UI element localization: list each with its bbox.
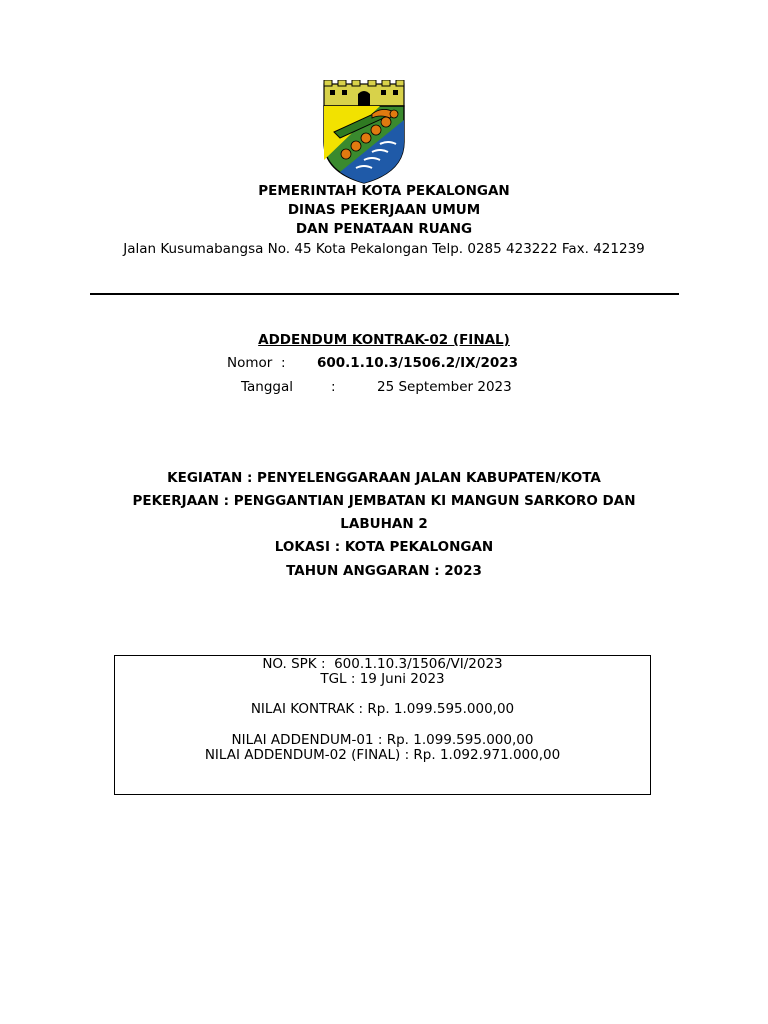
- pekerjaan-line-1: PEKERJAAN : PENGGANTIAN JEMBATAN KI MANGUN SARKORO DAN: [132, 493, 636, 509]
- tahun-anggaran-line: TAHUN ANGGARAN : 2023: [286, 563, 482, 579]
- header-address: Jalan Kusumabangsa No. 45 Kota Pekalongan Telp. 0285 423222 Fax. 421239: [123, 241, 645, 257]
- contract-summary-box: [114, 655, 651, 795]
- nilai-kontrak-line: NILAI KONTRAK : Rp. 1.099.595.000,00: [250, 701, 515, 717]
- tgl-line: TGL : 19 Juni 2023: [320, 671, 445, 687]
- pekerjaan-line-2: LABUHAN 2: [340, 516, 428, 532]
- nomor-label: Nomor: [227, 355, 273, 371]
- header-line-2: DINAS PEKERJAAN UMUM: [287, 202, 481, 218]
- nilai-addendum-01-line: NILAI ADDENDUM-01 : Rp. 1.099.595.000,00: [231, 732, 534, 748]
- tanggal-separator: :: [331, 379, 336, 395]
- lokasi-line: LOKASI : KOTA PEKALONGAN: [274, 539, 494, 555]
- kegiatan-line: KEGIATAN : PENYELENGGARAAN JALAN KABUPATEN/KOTA: [167, 470, 601, 486]
- tanggal-value: 25 September 2023: [377, 379, 512, 395]
- nomor-separator: :: [281, 355, 286, 371]
- nilai-addendum-02-line: NILAI ADDENDUM-02 (FINAL) : Rp. 1.092.971.000,00: [204, 747, 561, 763]
- header-line-3: DAN PENATAAN RUANG: [295, 221, 473, 237]
- no-spk-line: NO. SPK : 600.1.10.3/1506/VI/2023: [262, 656, 503, 672]
- header-divider: [90, 293, 679, 295]
- nomor-value: 600.1.10.3/1506.2/IX/2023: [317, 355, 519, 371]
- tanggal-label: Tanggal: [241, 379, 294, 395]
- header-line-1: PEMERINTAH KOTA PEKALONGAN: [258, 183, 510, 199]
- pekalongan-coat-of-arms-icon: [320, 80, 408, 184]
- document-title: ADDENDUM KONTRAK-02 (FINAL): [258, 332, 510, 348]
